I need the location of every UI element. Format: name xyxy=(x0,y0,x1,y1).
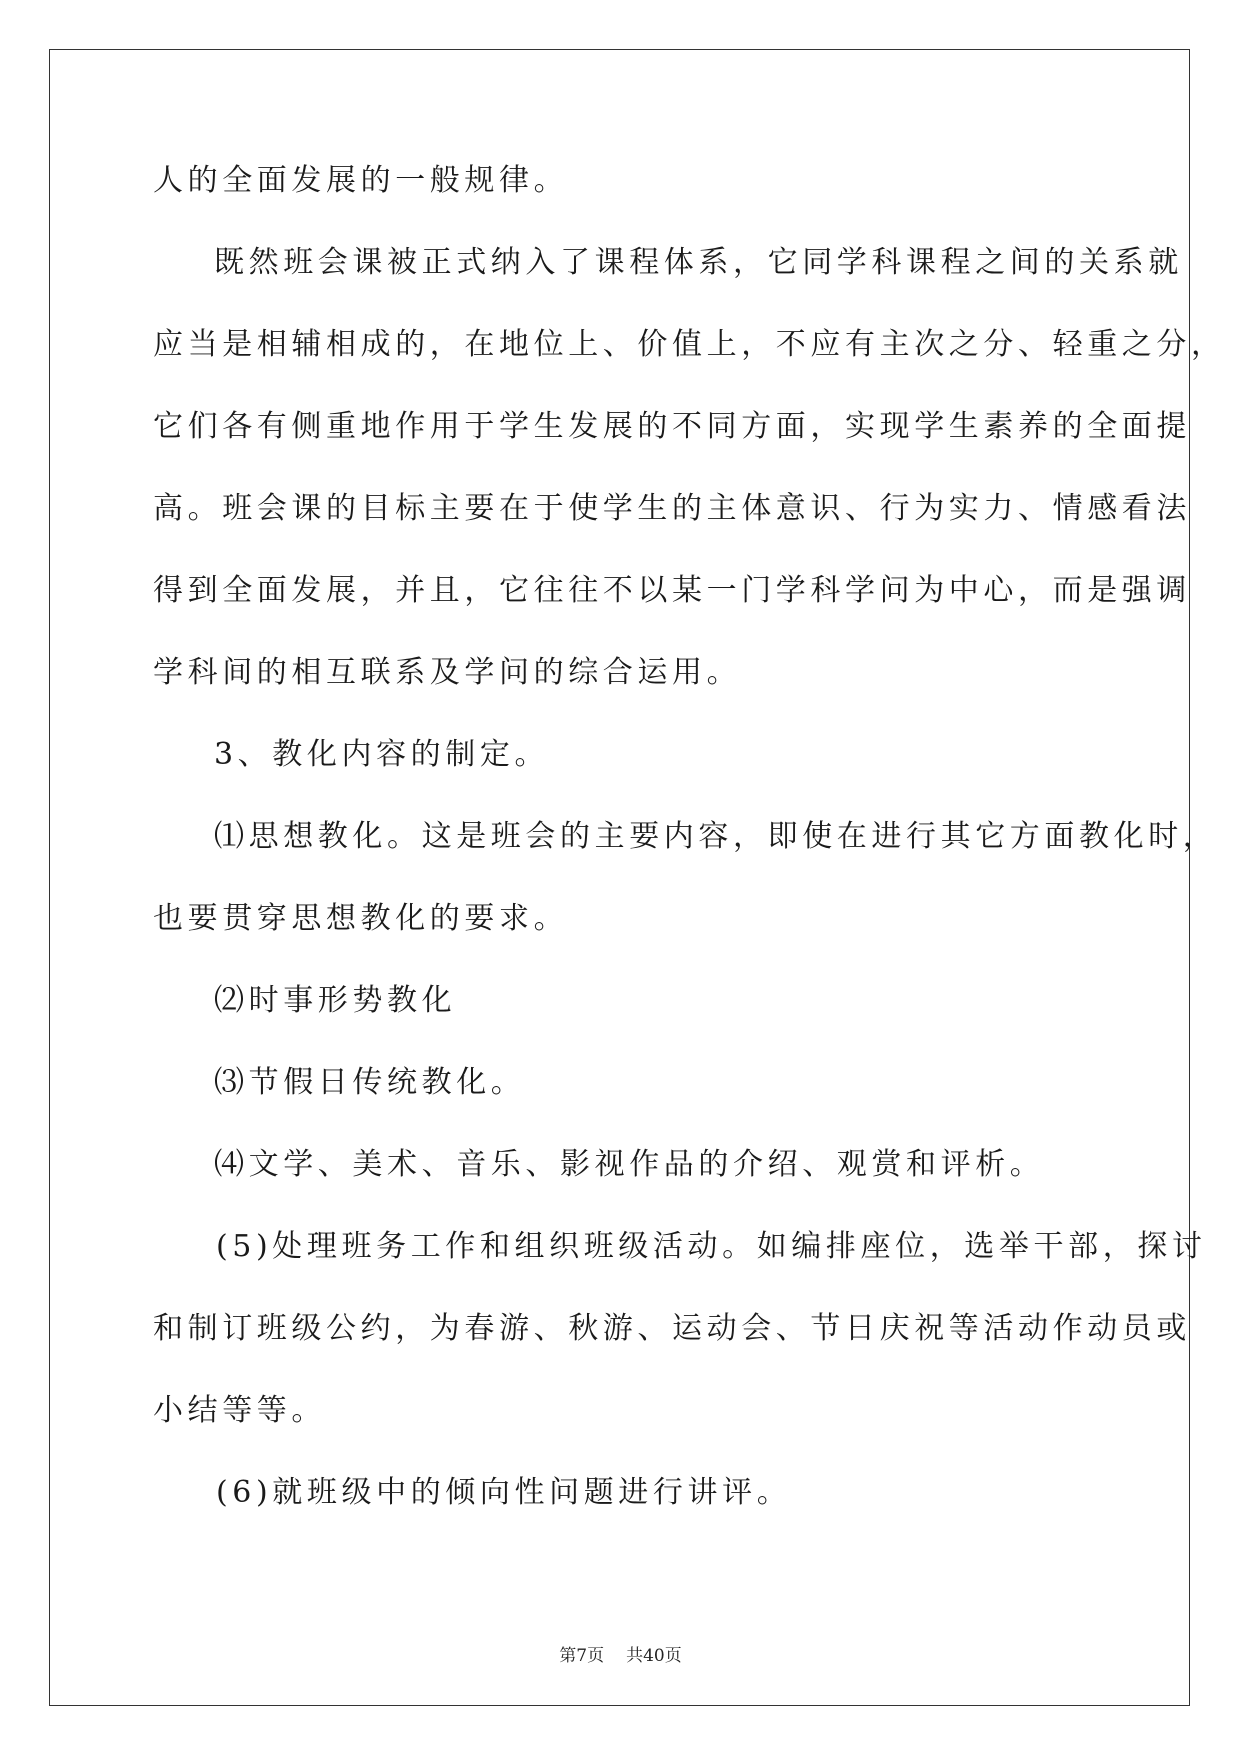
list-item: (5)处理班务工作和组织班级活动。如编排座位，选举干部，探讨 xyxy=(216,1229,1207,1264)
section-heading: 3、教化内容的制定。 xyxy=(214,737,550,772)
paragraph-line: 得到全面发展，并且，它往往不以某一门学科学问为中心，而是强调 xyxy=(153,573,1191,608)
paragraph-line: 小结等等。 xyxy=(153,1393,326,1428)
paragraph-line: 学科间的相互联系及学问的综合运用。 xyxy=(153,655,742,690)
list-item: (6)就班级中的倾向性问题进行讲评。 xyxy=(216,1475,792,1510)
paragraph-line: 应当是相辅相成的，在地位上、价值上，不应有主次之分、轻重之分， xyxy=(153,327,1226,362)
page-footer xyxy=(0,1641,1241,1666)
document-body xyxy=(153,155,1226,1549)
paragraph-line: 也要贯穿思想教化的要求。 xyxy=(153,901,569,936)
paragraph-line: 它们各有侧重地作用于学生发展的不同方面，实现学生素养的全面提 xyxy=(153,409,1191,444)
list-item: ⑶节假日传统教化。 xyxy=(214,1065,526,1100)
paragraph-line: 人的全面发展的一般规律。 xyxy=(153,163,569,198)
total-pages: 共40页 xyxy=(626,1646,682,1666)
paragraph-line: 既然班会课被正式纳入了课程体系，它同学科课程之间的关系就 xyxy=(214,245,1183,280)
page-number: 第7页 xyxy=(559,1646,605,1666)
paragraph-line: 高。班会课的目标主要在于使学生的主体意识、行为实力、情感看法 xyxy=(153,491,1191,526)
list-item: ⑴思想教化。这是班会的主要内容，即使在进行其它方面教化时， xyxy=(214,819,1218,854)
list-item: ⑵时事形势教化 xyxy=(214,983,457,1018)
paragraph-line: 和制订班级公约，为春游、秋游、运动会、节日庆祝等活动作动员或 xyxy=(153,1311,1191,1346)
list-item: ⑷文学、美术、音乐、影视作品的介绍、观赏和评析。 xyxy=(214,1147,1045,1182)
